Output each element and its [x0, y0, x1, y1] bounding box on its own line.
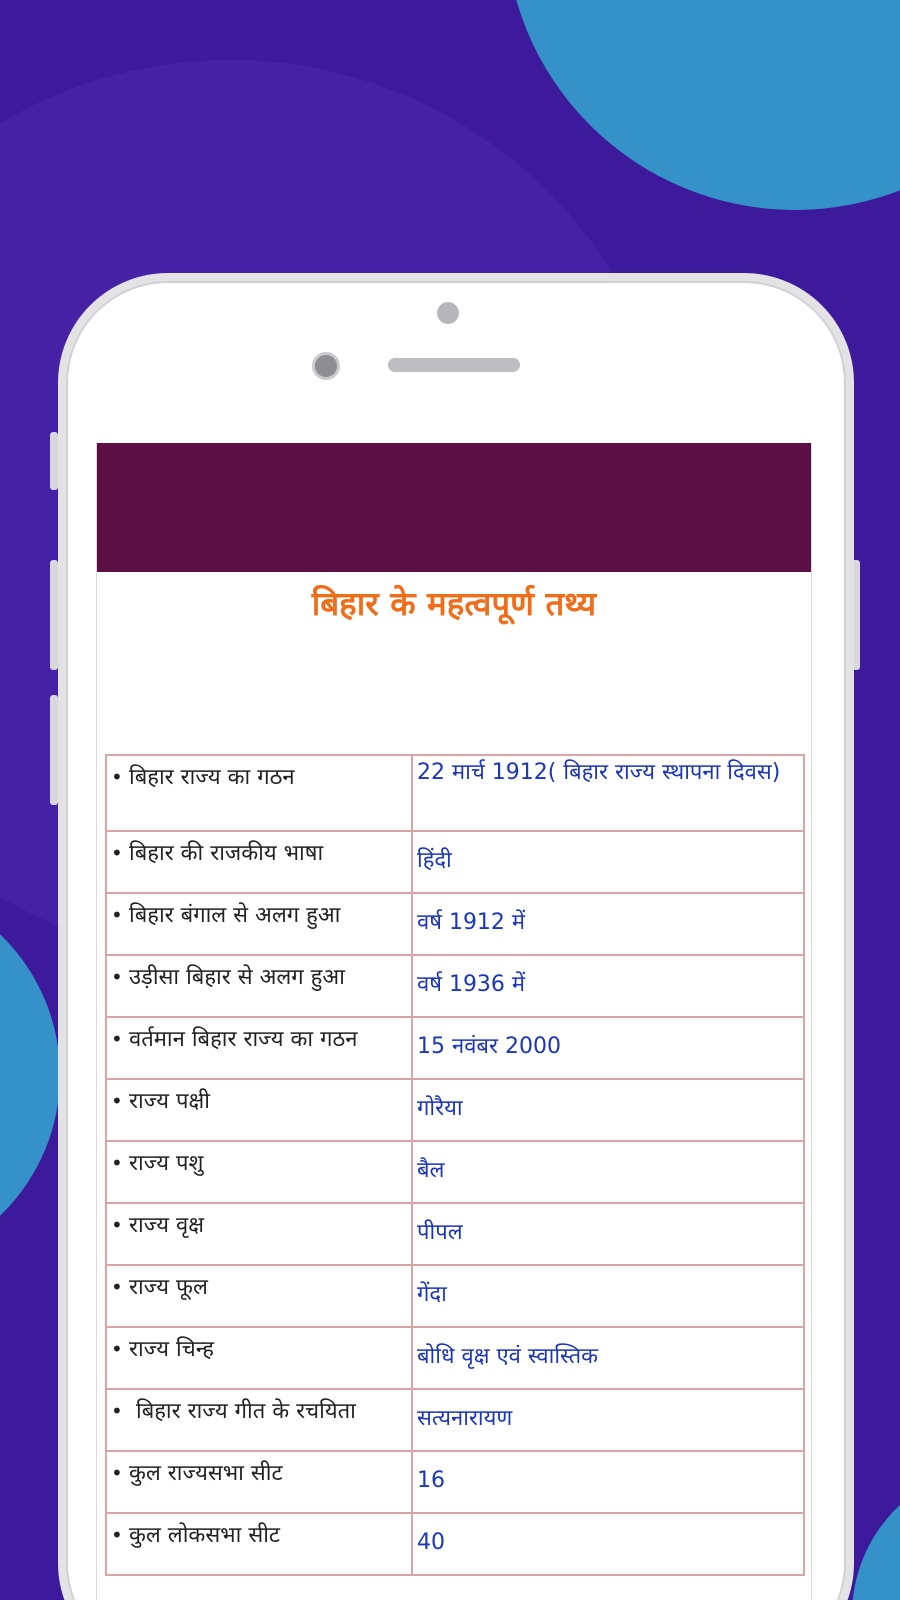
bullet-icon: • — [111, 1523, 123, 1547]
fact-label: बिहार बंगाल से अलग हुआ — [129, 903, 341, 928]
decorative-circle-top — [505, 0, 900, 210]
table-row — [106, 1017, 804, 1079]
fact-value: गेंदा — [412, 1265, 804, 1327]
bullet-icon: • — [111, 1275, 123, 1299]
fact-label: राज्य वृक्ष — [129, 1213, 205, 1238]
fact-value: 16 — [412, 1451, 804, 1513]
bullet-icon: • — [111, 903, 123, 927]
bullet-icon: • — [111, 965, 123, 989]
decorative-circle-left — [0, 880, 60, 1270]
fact-label: कुल राज्यसभा सीट — [129, 1461, 283, 1486]
fact-label: राज्य फूल — [129, 1275, 208, 1300]
fact-value: वर्ष 1912 में — [412, 893, 804, 955]
phone-mute-switch — [50, 432, 58, 490]
table-row — [106, 755, 804, 831]
bullet-icon: • — [111, 1027, 123, 1051]
fact-value: बैल — [412, 1141, 804, 1203]
bullet-icon: • — [111, 1337, 123, 1361]
table-row — [106, 1451, 804, 1513]
fact-label-cell — [106, 1451, 412, 1513]
fact-label-cell — [106, 831, 412, 893]
fact-value: बोधि वृक्ष एवं स्वास्तिक — [412, 1327, 804, 1389]
fact-value: हिंदी — [412, 831, 804, 893]
fact-label-cell — [106, 955, 412, 1017]
bullet-icon: • — [111, 1213, 123, 1237]
table-row — [106, 1327, 804, 1389]
table-row — [106, 955, 804, 1017]
table-row — [106, 893, 804, 955]
fact-value: सत्यनारायण — [412, 1389, 804, 1451]
fact-label: राज्य पशु — [129, 1151, 204, 1176]
front-camera-icon — [437, 302, 459, 324]
fact-label: बिहार राज्य का गठन — [129, 765, 295, 790]
phone-volume-up-button — [50, 560, 58, 670]
fact-label-cell — [106, 1141, 412, 1203]
app-bar — [97, 443, 811, 572]
bullet-icon: • — [111, 765, 123, 789]
fact-label-cell — [106, 1017, 412, 1079]
fact-value: पीपल — [412, 1203, 804, 1265]
fact-label-cell — [106, 755, 412, 831]
bullet-icon: • — [111, 1089, 123, 1113]
fact-label-cell — [106, 1203, 412, 1265]
fact-value: वर्ष 1936 में — [412, 955, 804, 1017]
fact-label: बिहार की राजकीय भाषा — [129, 841, 324, 866]
bullet-icon: • — [111, 841, 123, 865]
facts-table — [105, 754, 805, 1576]
fact-label: कुल लोकसभा सीट — [129, 1523, 281, 1548]
fact-label-cell — [106, 1513, 412, 1575]
fact-label-cell — [106, 1079, 412, 1141]
fact-label: राज्य पक्षी — [129, 1089, 211, 1114]
page-title: बिहार के महत्वपूर्ण तथ्य — [311, 584, 597, 623]
table-row — [106, 1079, 804, 1141]
table-row — [106, 1141, 804, 1203]
earpiece-speaker — [388, 358, 520, 372]
table-row — [106, 1265, 804, 1327]
phone-volume-down-button — [50, 695, 58, 805]
table-row — [106, 1389, 804, 1451]
fact-value: 15 नवंबर 2000 — [412, 1017, 804, 1079]
fact-label-cell — [106, 893, 412, 955]
table-row — [106, 1203, 804, 1265]
bullet-icon: • — [111, 1461, 123, 1485]
fact-value: 40 — [412, 1513, 804, 1575]
fact-label: उड़ीसा बिहार से अलग हुआ — [129, 965, 345, 990]
fact-value: 22 मार्च 1912( बिहार राज्य स्थापना दिवस) — [412, 755, 804, 831]
fact-value: गोरैया — [412, 1079, 804, 1141]
fact-label: बिहार राज्य गीत के रचयिता — [129, 1399, 356, 1424]
bullet-icon: • — [111, 1151, 123, 1175]
fact-label-cell — [106, 1389, 412, 1451]
fact-label-cell — [106, 1265, 412, 1327]
fact-label-cell — [106, 1327, 412, 1389]
table-row — [106, 831, 804, 893]
app-screen — [96, 443, 812, 1600]
proximity-sensor-icon — [312, 352, 340, 380]
decorative-circle-right — [852, 1465, 900, 1600]
fact-label: वर्तमान बिहार राज्य का गठन — [129, 1027, 358, 1052]
bullet-icon: • — [111, 1399, 123, 1423]
table-row — [106, 1513, 804, 1575]
fact-label: राज्य चिन्ह — [129, 1337, 214, 1362]
